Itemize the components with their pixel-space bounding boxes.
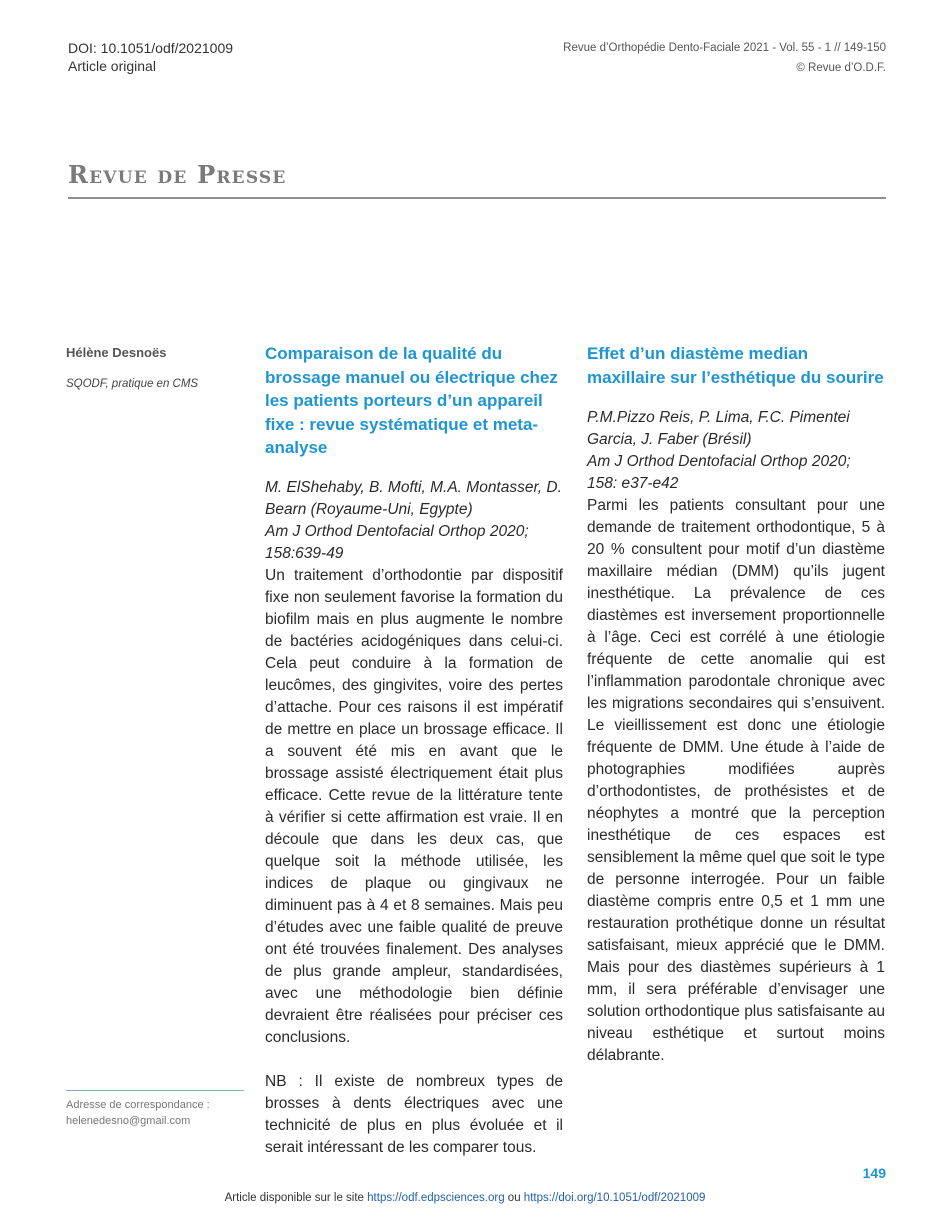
article-2-body: Parmi les patients consultant pour une demande de traitement orthodontique, 5 à 20 % consultent pour motif d’un diastème maxillaire médian (DMM) qu’ils jugent inesthétique. La prévalence de ces diastèmes est inversement proportionnelle à l’âge. Ceci est corrélé à une étiologie fréquente de cette anomalie qui est l’inflammation parodontale chronique avec les migrations secondaires qui s’ensuivent. Le vieillissement est donc une étiologie fréquente de DMM. Une étude à l’aide de photographies modifiées auprès d’orthodontistes, de prothésistes et de néophytes a montré que la perception inesthétique de ces espaces est sensiblement la même quel que soit le type de personne interrogée. Pour un faible diastème compris entre 0,5 et 1 mm une restauration prothétique donne un résultat satisfaisant, mieux apprécié que le DMM. Mais pour des diastèmes supérieurs à 1 mm, il sera préférable d’envisager une solution orthodontique plus satisfaisante au niveau esthétique et surtout moins délabrante. — [587, 497, 885, 1064]
article-1-title: Comparaison de la qualité du brossage manuel ou électrique chez les patients porteurs d’un appareil fixe : revue systématique et meta-analyse — [265, 344, 558, 457]
reviewer-name: Hélène Desnoës — [66, 345, 167, 360]
article-2 — [587, 342, 885, 1067]
article-1-body: Un traitement d’orthodontie par dispositif fixe non seulement favorise la formation du biofilm mais en plus augmente le nombre de bactéries acidogéniques dans celui-ci. Cela peut conduire à la formation de leucômes, des gingivites, voire des pertes d’attache. Pour ces raisons il est impératif de mettre en place un brossage efficace. Il a souvent été mis en avant que le brossage assisté électriquement était plus efficace. Cette revue de la littérature tente à vérifier si cette affirmation est vraie. Il en découle que dans les deux cas, que quelque soit la méthode utilisée, les indices de plaque ou gingivaux ne diminuent pas à 4 et 8 semaines. Mais peu d’études avec une faible qualité de preuve ont été trouvées finalement. Des analyses de plus grande ampleur, standardisées, avec une méthodologie bien définie devraient être réalisées pour préciser ces conclusions. — [265, 566, 563, 1046]
correspondence-email[interactable]: helenedesno@gmail.com — [66, 1115, 191, 1127]
page-number: 149 — [862, 1165, 886, 1181]
footer-middle: ou — [504, 1192, 524, 1204]
copyright: © Revue d’O.D.F. — [796, 62, 886, 74]
journal-citation: Revue d’Orthopédie Dento-Faciale 2021 - Vol. 55 - 1 // 149-150 — [563, 42, 886, 54]
footer-prefix: Article disponible sur le site — [224, 1192, 368, 1204]
correspondence-label: Adresse de correspondance : — [66, 1099, 210, 1111]
reviewer-affiliation: SQODF, pratique en CMS — [66, 378, 199, 390]
correspondence-divider — [66, 1090, 244, 1091]
article-1-authors: M. ElShehaby, B. Mofti, M.A. Montasser, D. Bearn (Royaume-Uni, Egypte) — [265, 478, 562, 518]
article-2-reference: Am J Orthod Dentofacial Orthop 2020; 158: e37-e42 — [587, 453, 851, 492]
article-1-note: NB : Il existe de nombreux types de brosses à dents électriques avec une technicité de plus en plus évoluée et il serait intéressant de les comparer tous. — [265, 1072, 563, 1156]
article-type: Article original — [68, 58, 156, 74]
footer-link-doi[interactable]: https://doi.org/10.1051/odf/2021009 — [523, 1192, 706, 1204]
footer-link-edpsciences[interactable]: https://odf.edpsciences.org — [367, 1192, 505, 1204]
article-1-reference: Am J Orthod Dentofacial Orthop 2020; 158:639-49 — [265, 522, 529, 562]
article-2-authors: P.M.Pizzo Reis, P. Lima, F.C. Pimentei Garcia, J. Faber (Brésil) — [587, 409, 850, 448]
section-divider — [68, 197, 886, 199]
doi: DOI: 10.1051/odf/2021009 — [68, 40, 234, 56]
section-title: Revue de Presse — [68, 160, 287, 189]
footer — [0, 1192, 930, 1204]
article-1 — [265, 342, 563, 1159]
article-2-title: Effet d’un diastème median maxillaire sur l’esthétique du sourire — [587, 344, 884, 387]
